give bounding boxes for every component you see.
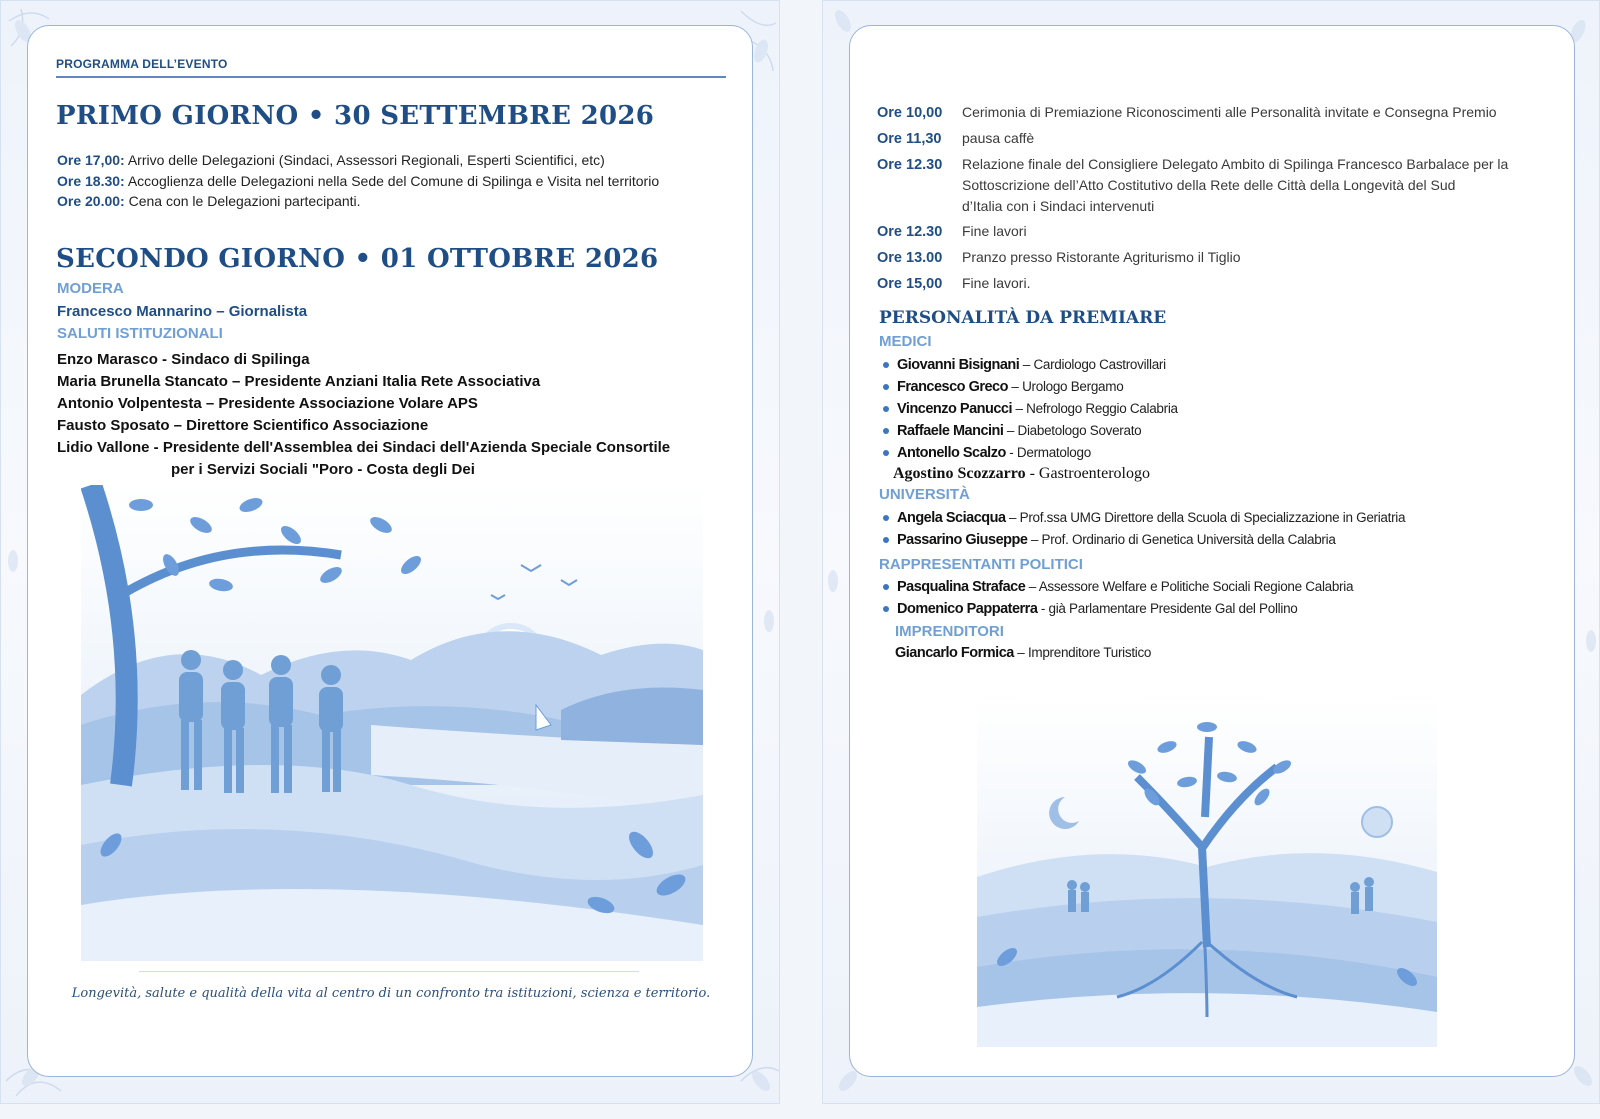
speaker-continued: per i Servizi Sociali "Poro - Costa degli Dei [171,461,475,478]
right-page [822,0,1600,1104]
schedule-row: Ore 12.30 [877,224,943,240]
medici-label: MEDICI [879,333,932,350]
award-person: Domenico Pappaterra - già Parlamentare Presidente Gal del Pollino [883,601,1298,617]
schedule-text: Pranzo presso Ristorante Agriturismo il Tiglio [962,249,1241,265]
schedule-text: Cerimonia di Premiazione Riconoscimenti alle Personalità invitate e Consegna Premio [962,104,1497,120]
award-person: Giancarlo Formica – Imprenditore Turistico [895,645,1152,661]
award-person: Pasqualina Straface – Assessore Welfare e Politiche Sociali Regione Calabria [883,579,1353,595]
day1-item: Ore 20.00: Cena con le Delegazioni partecipanti. [57,193,361,209]
speaker: Antonio Volpentesta – Presidente Associazione Volare APS [57,395,478,412]
bullet-dot-icon [883,406,889,412]
day1-item: Ore 17,00: Arrivo delle Delegazioni (Sindaci, Assessori Regionali, Esperti Scientifici, etc) [57,152,605,168]
award-person: Passarino Giuseppe – Prof. Ordinario di Genetica Università della Calabria [883,532,1336,548]
award-person: Vincenzo Panucci – Nefrologo Reggio Calabria [883,401,1178,417]
imprenditori-label: IMPRENDITORI [895,623,1004,640]
schedule-text: pausa caffè [962,130,1035,146]
divider [56,76,726,78]
award-person: Agostino Scozzarro - Gastroenterologo [893,465,1150,482]
schedule-text: d’Italia con i Sindaci intervenuti [962,198,1155,214]
program-kicker: PROGRAMMA DELL’EVENTO [56,57,228,71]
tree-of-life-illustration [977,697,1437,1047]
bullet-dot-icon [883,606,889,612]
speaker: Enzo Marasco - Sindaco di Spilinga [57,351,310,368]
day2-heading: SECONDO GIORNO • 01 OTTOBRE 2026 [56,244,659,274]
modera-label: MODERA [57,280,124,297]
award-person: Antonello Scalzo - Dermatologo [883,445,1091,461]
bullet-dot-icon [883,450,889,456]
bullet-dot-icon [883,537,889,543]
seniors-walking-illustration [81,485,703,961]
bullet-dot-icon [883,384,889,390]
bullet-dot-icon [883,362,889,368]
speaker: Fausto Sposato – Direttore Scientifico Associazione [57,417,429,434]
bullet-dot-icon [883,515,889,521]
award-person: Raffaele Mancini – Diabetologo Soverato [883,423,1141,439]
schedule-text: Sottoscrizione dell’Atto Costitutivo della Rete delle Città della Longevità del Sud [962,177,1456,193]
saluti-label: SALUTI ISTITUZIONALI [57,325,223,342]
left-page [0,0,780,1104]
politici-label: RAPPRESENTANTI POLITICI [879,556,1083,573]
award-person: Giovanni Bisignani – Cardiologo Castrovillari [883,357,1166,373]
schedule-row: Ore 10,00 [877,105,943,121]
schedule-row: Ore 11,30 [877,131,942,147]
day1-heading: PRIMO GIORNO • 30 SETTEMBRE 2026 [56,101,655,131]
speaker: Maria Brunella Stancato – Presidente Anziani Italia Rete Associativa [57,373,541,390]
speaker: Lidio Vallone - Presidente dell'Assemblea dei Sindaci dell'Azienda Speciale Consortile [57,439,671,456]
universita-label: UNIVERSITÀ [879,486,970,503]
image-caption: Longevità, salute e qualità della vita al centro di un confronto tra istituzioni, scienza e territorio. [71,986,711,1001]
award-person: Francesco Greco – Urologo Bergamo [883,379,1123,395]
award-person: Angela Sciacqua – Prof.ssa UMG Direttore della Scuola di Specializzazione in Geriatria [883,510,1405,526]
schedule-text: Relazione finale del Consigliere Delegato Ambito di Spilinga Francesco Barbalace per la [962,156,1509,172]
schedule-row: Ore 15,00 [877,276,943,292]
schedule-row: Ore 13.00 [877,250,943,266]
day1-item: Ore 18.30: Accoglienza delle Delegazioni nella Sede del Comune di Spilinga e Visita nel territorio [57,173,660,189]
bullet-dot-icon [883,428,889,434]
moderator-name: Francesco Mannarino – Giornalista [57,303,308,320]
schedule-text: Fine lavori [962,223,1027,239]
caption-divider [139,971,639,972]
bullet-dot-icon [883,584,889,590]
schedule-row: Ore 12.30 [877,157,943,173]
schedule-text: Fine lavori. [962,275,1031,291]
awards-heading: PERSONALITÀ DA PREMIARE [879,308,1167,328]
